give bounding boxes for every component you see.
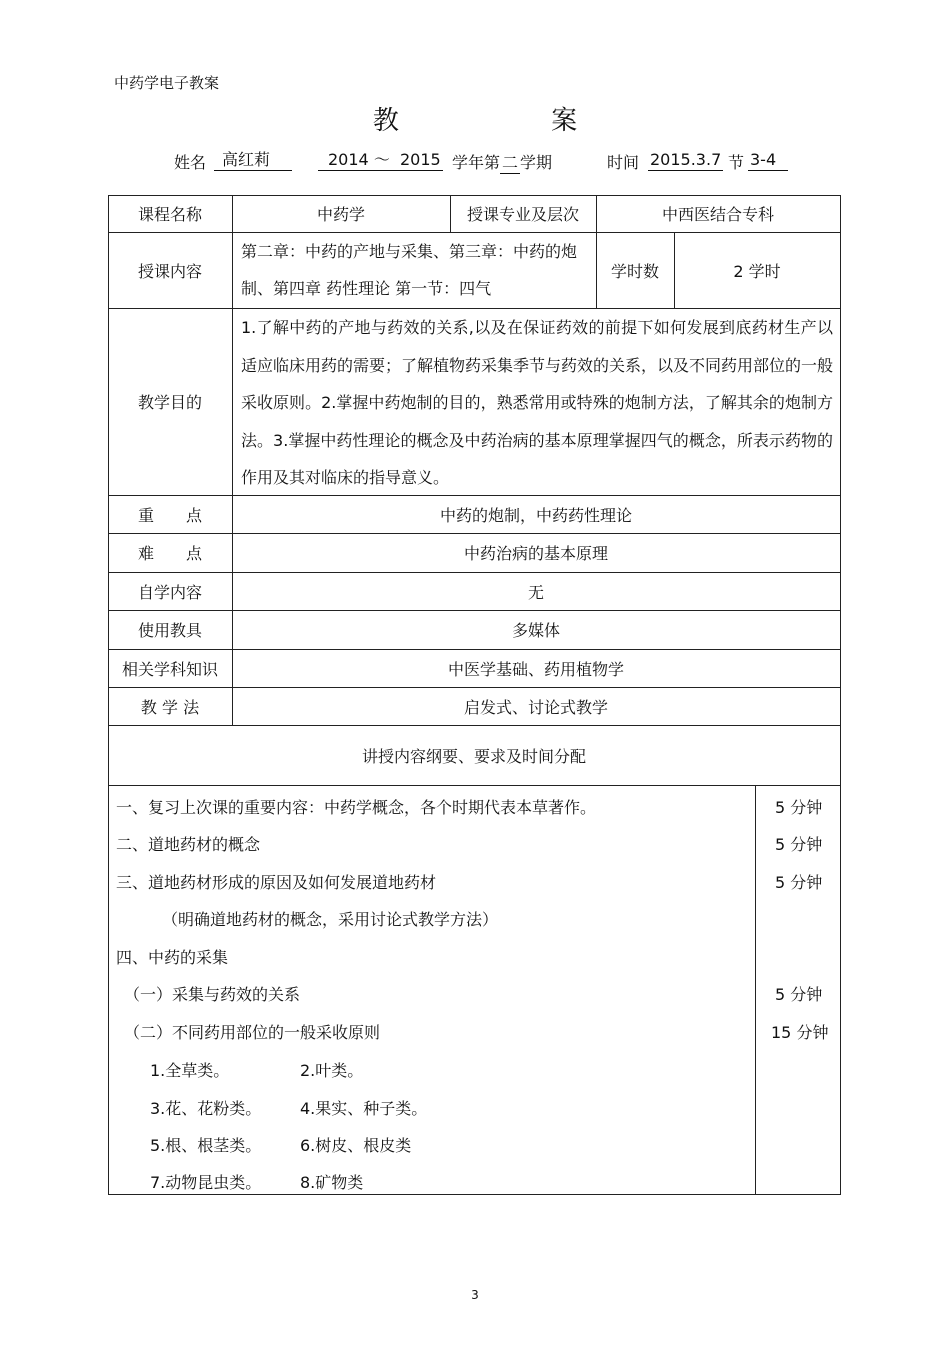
term: 学年第 二 学期 — [452, 153, 553, 172]
key-label: 重 点 — [137, 505, 202, 525]
teacher-name: 高红莉 — [214, 150, 292, 171]
part-item: 8.矿物类 — [300, 1173, 364, 1192]
outline-item: 二、道地药材的概念 — [116, 835, 261, 854]
part-item: 7.动物昆虫类。 — [150, 1173, 262, 1192]
course-label: 课程名称 — [137, 205, 202, 224]
outline-header: 讲授内容纲要、要求及时间分配 — [361, 746, 586, 766]
method-value: 启发式、讨论式教学 — [463, 697, 608, 717]
content-label: 授课内容 — [137, 261, 202, 281]
outline-item: （二）不同药用部位的一般采收原则 — [124, 1023, 381, 1042]
major-label: 授课专业及层次 — [466, 205, 579, 224]
part-item: 2.叶类。 — [300, 1061, 364, 1080]
related-label: 相关学科知识 — [121, 659, 218, 679]
tools-label: 使用教具 — [137, 621, 202, 640]
key-value: 中药的炮制，中药药性理论 — [439, 505, 632, 525]
time-label: 时间 — [607, 153, 640, 172]
part-item: 4.果实、种子类。 — [300, 1099, 428, 1118]
hours-value: 2 学时 — [733, 261, 781, 281]
hard-value: 中药治病的基本原理 — [463, 544, 608, 563]
tools-value: 多媒体 — [511, 621, 560, 640]
outline-note: （明确道地药材的概念，采用讨论式教学方法） — [162, 910, 499, 929]
outline-time: 5 分钟 — [775, 985, 823, 1004]
hard-label: 难 点 — [137, 544, 202, 563]
outline-time: 5 分钟 — [775, 798, 823, 817]
outline-time: 5 分钟 — [775, 835, 823, 854]
outline-item: 四、中药的采集 — [116, 948, 229, 967]
name-label: 姓名 — [174, 153, 207, 172]
part-item: 3.花、花粉类。 — [150, 1099, 262, 1118]
lesson-date: 2015.3.7 — [650, 150, 722, 169]
major-value: 中西医结合专科 — [661, 205, 774, 224]
goal-value: 1.了解中药的产地与药效的关系,以及在保证药效的前提下如何发展到底药材生产以适应临床用药的需要；了解植物药采集季节与药效的关系，以及不同药用部位的一般采收原则。2.掌握中药炮制的目的，熟悉常用或特殊的炮制方法，了解其余的炮制方法。3.掌握中药性理论的概念及中药治病的基本原理掌握四气的概念，所表示药物的作用及其对临床的指导意义。 — [241, 318, 834, 487]
outline-item: 一、复习上次课的重要内容：中药学概念，各个时期代表本草著作。 — [116, 798, 597, 817]
self-study-value: 无 — [527, 582, 544, 602]
method-label: 教 学 法 — [140, 697, 200, 717]
content-value: 第二章：中药的产地与采集、第三章：中药的炮制、第四章 药性理论 第一节：四气 — [241, 242, 578, 298]
section-number: 3-4 — [748, 150, 788, 171]
goal-label: 教学目的 — [137, 393, 202, 412]
outline-item: 三、道地药材形成的原因及如何发展道地药材 — [116, 873, 437, 892]
course-value: 中药学 — [316, 205, 365, 224]
outline-time: 5 分钟 — [775, 873, 823, 892]
outline-item: （一）采集与药效的关系 — [124, 985, 301, 1004]
related-value: 中医学基础、药用植物学 — [447, 659, 624, 679]
part-item: 6.树皮、根皮类 — [300, 1136, 412, 1155]
part-item: 1.全草类。 — [150, 1061, 230, 1080]
part-item: 5.根、根茎类。 — [150, 1136, 262, 1155]
self-study-label: 自学内容 — [137, 582, 202, 602]
outline-time: 15 分钟 — [771, 1023, 829, 1042]
document-title: 教 案 — [372, 106, 650, 136]
page-number: 3 — [471, 1288, 479, 1302]
document-header-label: 中药学电子教案 — [114, 74, 220, 92]
hours-label: 学时数 — [610, 261, 659, 281]
section-label: 节 — [728, 153, 745, 172]
academic-year: 2014 ～ 2015 — [318, 150, 443, 171]
